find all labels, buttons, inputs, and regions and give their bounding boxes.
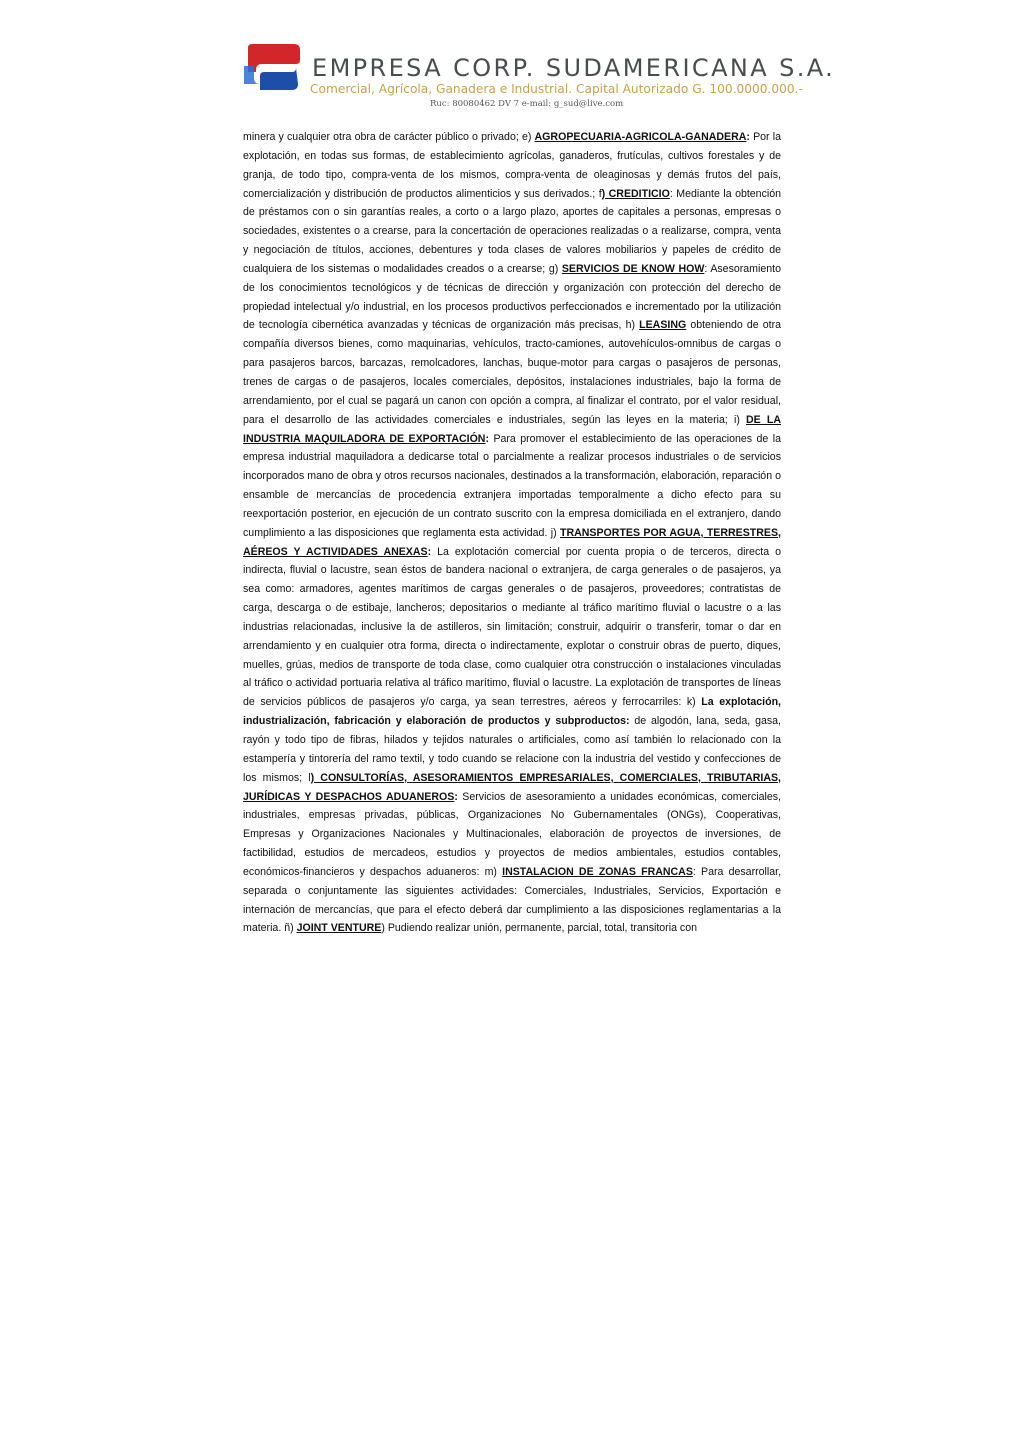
body-segment: minera y cualquier otra obra de carácter público o privado; e) bbox=[243, 131, 535, 143]
bold-text: La explotación, industrialización, fabricación y elaboración de productos y subproductos: bbox=[243, 696, 782, 728]
bold-text: : bbox=[427, 545, 432, 558]
section-heading: AGROPECUARIA-AGRICOLA-GANADERA bbox=[534, 131, 747, 143]
section-heading: LEASING bbox=[639, 319, 687, 332]
bold-text: : bbox=[485, 432, 489, 445]
body-segment: : Mediante la obtención de préstamos con o sin garantías reales, a corto o a largo plazo, aportes de capitales a personas, empresas o sociedades, existentes o a crearse, para la concertación de operaciones realizadas o a realizarse, compra, venta y negociación de títulos, acciones, debentures y toda clases de valores mobiliarios y papeles de crédito de cualquiera de los sistemas o modalidades creados o a crearse; g) bbox=[243, 187, 782, 275]
company-contact: Ruc: 80080462 DV 7 e-mail: g_sud@live.com bbox=[430, 99, 624, 109]
body-segment: obteniendo de otra compañía diversos bienes, como maquinarias, vehículos, tracto-camiones, autovehículos-omnibus de cargas o para pasajeros barcos, barcazas, remolcadores, lanchas, buque-motor para cargas o pasajeros de personas, trenes de cargas o de pasajeros, locales comerciales, depósitos, instalaciones industriales, bajo la forma de arrendamiento, por el cual se pagará un canon con opción a compra, al finalizar el contrato, por el valor residual, para el desarrollo de las actividades comerciales e industriales, según las leyes en la materia; i) bbox=[243, 319, 781, 426]
section-heading: ) CREDITICIO bbox=[601, 187, 670, 200]
section-heading: DE LA INDUSTRIA MAQUILADORA DE EXPORTACIÓN bbox=[243, 413, 782, 445]
body-segment: Servicios de asesoramiento a unidades económicas, comerciales, industriales, empresas privadas, públicas, Organizaciones No Gubernamentales (ONGs), Cooperativas, Empresas y Organizaciones Nacionales y Multinacionales, elaboración de proyectos de inversiones, de factibilidad, estudios de mercadeos, estudios y proyectos de medios ambientales, estudios contables, económicos-financieros y despachos aduaneros: m) bbox=[243, 790, 782, 878]
body-segment: Para promover el establecimiento de las operaciones de la empresa industrial maquiladora a dedicarse total o parcialmente a realizar procesos industriales o de servicios incorporados mano de obra y otros recursos nacionales, destinados a la transformación, elaboración, reparación o ensamble de mercancías de procedencia extranjera importadas temporalmente a dicho efecto para su reexportación posterior, en ejecución de un contrato suscrito con la empresa domiciliada en el extranjero, dando cumplimiento a las disposiciones que reglamenta esta actividad. j) bbox=[243, 432, 782, 539]
body-segment: : Asesoramiento de los conocimientos tecnológicos y de técnicas de dirección y organización con protección del derecho de propiedad intelectual y/o industrial, en los procesos productivos perfeccionados e incrementado por la utilización de tecnología cibernética avanzadas y técnicas de organización más precisas, h) bbox=[243, 262, 781, 332]
company-subtitle: Comercial, Agrícola, Ganadera e Industrial. Capital Autorizado G. 100.0000.000.- bbox=[310, 82, 803, 96]
letterhead bbox=[240, 40, 836, 120]
body-segment: de algodón, lana, seda, gasa, rayón y todo tipo de fibras, hilados y tejidos naturales o artificiales, como así también lo relacionado con la estampería y tintorería del ramo textil, y todo cuando se relacione con la industria del vestido y confecciones de los mismos; l bbox=[243, 715, 781, 784]
body-segment: Por la explotación, en todas sus formas, de establecimiento agrícolas, ganaderos, frutículas, cultivos forestales y de granja, de todo tipo, compra-venta de los mismos, compra-venta de oleaginosas y demás frutos del país, comercialización y distribución de productos alimenticios y sus derivados.; f bbox=[243, 131, 781, 200]
section-heading: INSTALACION DE ZONAS FRANCAS bbox=[502, 865, 693, 878]
section-heading: ) CONSULTORÍAS, ASESORAMIENTOS EMPRESARIALES, COMERCIALES, TRIBUTARIAS, JURÍDICAS Y DESPACHOS ADUANEROS bbox=[243, 771, 781, 803]
body-segment: La explotación comercial por cuenta propia o de terceros, directa o indirecta, fluvial o lacustre, sean éstos de bandera nacional o extranjera, de carga generales o de pasajeros, ya sea como: armadores, agentes marítimos de cargas generales o de pasajeros, proveedores; contratistas de carga, descarga o de estibaje, lancheros; depositarios o mediante al tráfico marítimo fluvial o lacustre o a las industrias relacionadas, inclusive la de astilleros, sin limitación; construir, adquirir o transferir, tomar o dar en arrendamiento y en cualquier otra forma, directa o indirectamente, explotar o construir obras de puerto, diques, muelles, grúas, medios de transporte de toda clase, como cualquier otra construcción o instalaciones vinculadas al tráfico o actividad portuaria relativa al tráfico marítimo, fluvial o lacustre. La explotación de transportes de líneas de servicios públicos de pasajeros y/o carga, ya sean terrestres, aéreos y ferrocarriles: k) bbox=[243, 545, 781, 709]
company-logo-icon bbox=[242, 42, 302, 92]
body-segment: ) Pudiendo realizar unión, permanente, parcial, total, transitoria con bbox=[381, 922, 697, 935]
section-heading: TRANSPORTES POR AGUA, TERRESTRES, AÉREOS Y ACTIVIDADES ANEXAS bbox=[243, 526, 781, 558]
bold-text: : bbox=[746, 131, 750, 143]
company-name: EMPRESA CORP. SUDAMERICANA S.A. bbox=[312, 54, 836, 82]
document-body bbox=[243, 128, 781, 938]
bold-text: : bbox=[454, 790, 458, 803]
section-heading: JOINT VENTURE bbox=[296, 922, 382, 935]
body-segment: : Para desarrollar, separada o conjuntamente las siguientes actividades: Comerciales, Industriales, Servicios, Exportación e internación de mercancías, que para el efecto deberá dar cumplimiento a las disposiciones reglamentarias a la materia. ñ) bbox=[243, 865, 782, 935]
body-paragraph bbox=[243, 128, 781, 938]
section-heading: SERVICIOS DE KNOW HOW bbox=[561, 262, 705, 275]
